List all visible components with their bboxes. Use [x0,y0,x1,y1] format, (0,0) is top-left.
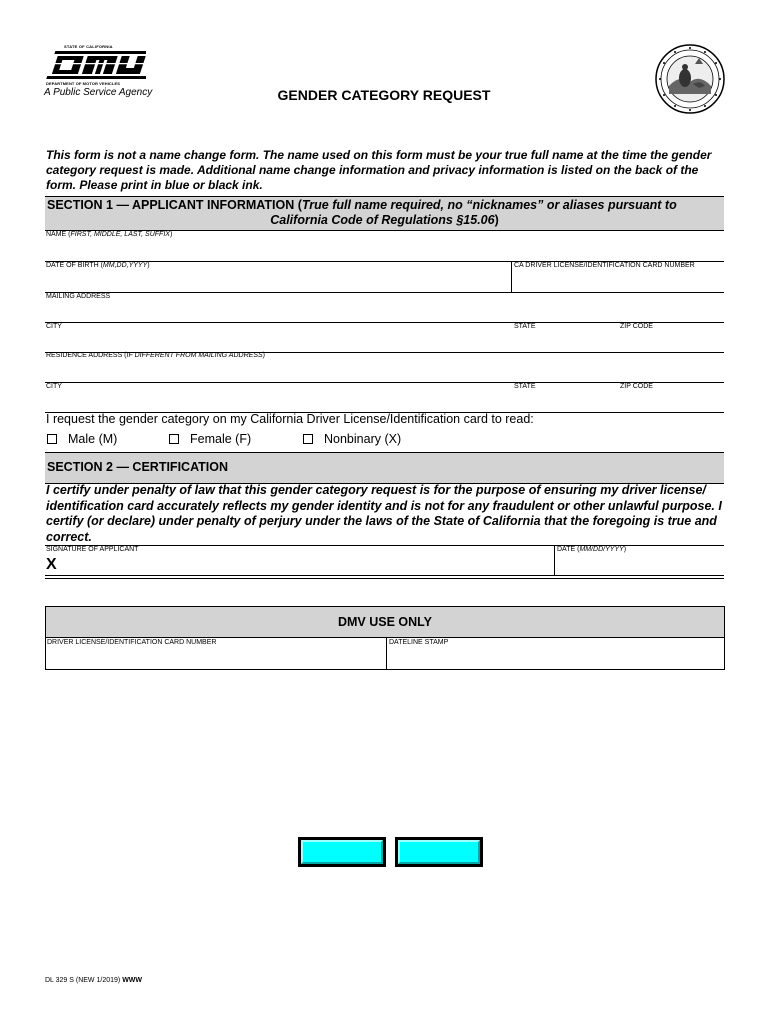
mailing-address-field[interactable] [45,301,724,321]
state-field[interactable] [512,391,617,411]
nonbinary-checkbox[interactable] [303,434,313,444]
form-title: GENDER CATEGORY REQUEST [277,87,491,103]
section1-header: SECTION 1 — APPLICANT INFORMATION (True full name required, no “nicknames” or aliases pursuant to California Code of Regulations §15.06) [45,196,724,231]
section1-title: SECTION 1 — APPLICANT INFORMATION ( [47,198,302,212]
form-footer [45,977,142,984]
dmv-use-only-box [45,606,725,670]
form-id: DL 329 S (NEW 1/2019) [45,977,121,984]
signature-x-mark: X [46,556,57,573]
logo-dept-text: DEPARTMENT OF MOTOR VEHICLES [46,81,120,86]
divider [45,578,724,579]
section2-title: SECTION 2 — CERTIFICATION [47,460,229,474]
option-label: Male (M) [68,432,118,446]
dob-label: DATE OF BIRTH (MM,DD,YYYY) [46,262,150,269]
divider [45,292,724,293]
divider [386,638,387,669]
certification-text: I certify under penalty of law that this gender category request is for the purpose of ensuring my driver license/ identification card accurately reflects my gender identity and is not for any fraudulent or other unlawful purpose. I certify (or declare) under penalty of perjury under the laws of the State of California that the foregoing is true and correct. [46,483,722,544]
dl-number-field[interactable] [512,270,724,291]
option-label: Female (F) [190,432,252,446]
residence-address-field[interactable] [45,361,724,381]
zip-label: ZIP CODE [620,323,653,330]
zip-field[interactable] [619,391,724,411]
state-label: STATE [514,383,536,390]
zip-label: ZIP CODE [620,383,653,390]
option-female[interactable] [169,432,251,446]
zip-field[interactable] [619,331,724,351]
name-label: NAME (FIRST, MIDDLE, LAST, SUFFIX) [46,231,173,238]
dob-field[interactable] [45,270,510,291]
dmv-use-only-heading: DMV USE ONLY [46,607,724,638]
male-checkbox[interactable] [47,434,57,444]
option-male[interactable] [47,432,117,446]
city-label: CITY [46,323,62,330]
state-field[interactable] [512,331,617,351]
form-suffix: WWW [122,977,143,984]
signature-field[interactable] [62,554,552,574]
option-nonbinary[interactable] [303,432,401,446]
divider [554,545,555,575]
divider [45,575,724,576]
intro-instructions: This form is not a name change form. The name used on this form must be your true full name at the time the gender category request is made. Additional name change information and privacy information is listed on the back of the form. Please print in blue or black ink. [46,148,712,192]
form-action-button-2[interactable] [395,837,483,867]
state-label: STATE [514,323,536,330]
option-label: Nonbinary (X) [324,432,402,446]
logo-state-text: STATE OF CALIFORNIA [64,44,113,49]
city-field[interactable] [45,391,510,411]
section1-title-note-line2: California Code of Regulations §15.06 [270,213,495,227]
section2-header [45,452,724,484]
dmv-dl-number-label: DRIVER LICENSE/IDENTIFICATION CARD NUMBER [47,639,217,646]
dateline-stamp-label: DATELINE STAMP [389,639,449,646]
date-field[interactable] [556,554,724,574]
residence-address-label: RESIDENCE ADDRESS (IF DIFFERENT FROM MAILING ADDRESS) [46,352,265,359]
female-checkbox[interactable] [169,434,179,444]
city-label: CITY [46,383,62,390]
city-field[interactable] [45,331,510,351]
dl-number-label: CA DRIVER LICENSE/IDENTIFICATION CARD NUMBER [514,262,695,269]
date-label: DATE (MM/DD/YYYY) [557,546,627,553]
california-seal-icon [655,44,725,114]
form-action-button-1[interactable] [298,837,386,867]
gender-request-text: I request the gender category on my California Driver License/Identification card to read: [46,412,534,426]
section1-title-note: True full name required, no “nicknames” or aliases pursuant to [301,198,677,212]
agency-tagline: A Public Service Agency [44,87,153,98]
signature-label: SIGNATURE OF APPLICANT [46,546,139,553]
name-field[interactable] [45,239,724,260]
mailing-address-label: MAILING ADDRESS [46,293,111,300]
dmv-logo-mark [46,49,146,81]
